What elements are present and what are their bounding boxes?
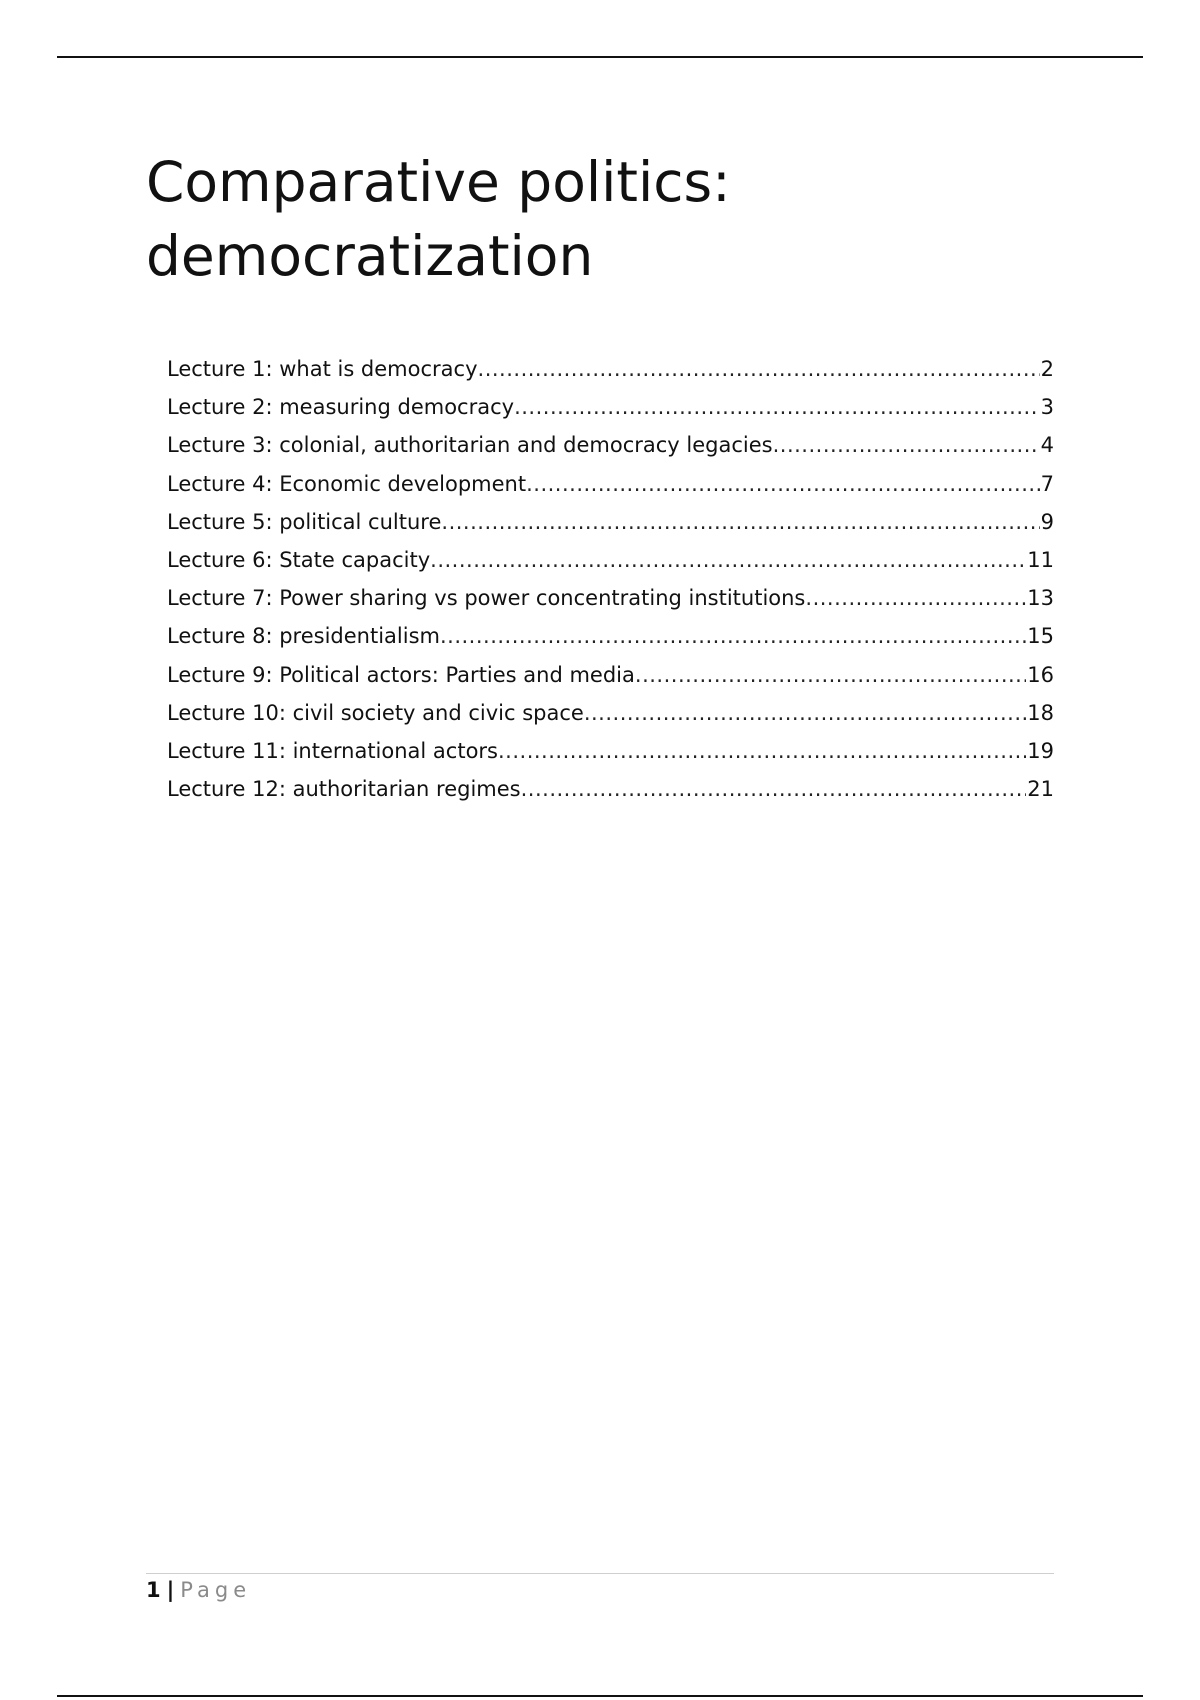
toc-entry-page: 18 <box>1027 700 1054 725</box>
toc-entry-label: Lecture 11: international actors <box>167 738 498 763</box>
toc-dot-leader <box>521 777 1027 801</box>
table-of-contents <box>167 357 1054 815</box>
toc-entry-label: Lecture 4: Economic development <box>167 471 527 496</box>
toc-entry-lecture-3[interactable] <box>167 433 1054 471</box>
title-line-1: Comparative politics: <box>146 150 731 214</box>
toc-dot-leader <box>441 510 1039 534</box>
toc-entry-label: Lecture 9: Political actors: Parties and media <box>167 662 635 687</box>
toc-entry-lecture-10[interactable] <box>167 701 1054 739</box>
toc-entry-page: 21 <box>1027 777 1054 802</box>
toc-dot-leader <box>584 701 1026 725</box>
toc-entry-lecture-9[interactable] <box>167 663 1054 701</box>
toc-entry-page: 2 <box>1040 357 1054 381</box>
toc-dot-leader <box>805 586 1026 610</box>
toc-dot-leader <box>635 663 1026 687</box>
toc-entry-page: 13 <box>1027 586 1054 611</box>
toc-entry-page: 15 <box>1027 624 1054 649</box>
toc-dot-leader <box>526 472 1040 496</box>
bottom-border-line <box>57 1695 1143 1697</box>
toc-entry-page: 4 <box>1040 433 1054 458</box>
footer-page-word: Page <box>180 1578 252 1602</box>
toc-entry-lecture-2[interactable] <box>167 395 1054 433</box>
toc-entry-page: 3 <box>1040 395 1054 420</box>
toc-dot-leader <box>498 739 1026 763</box>
top-border-line <box>57 56 1143 58</box>
toc-entry-lecture-4[interactable] <box>167 472 1054 510</box>
footer-divider <box>146 1573 1054 1574</box>
toc-entry-label: Lecture 12: authoritarian regimes <box>167 777 521 802</box>
toc-dot-leader <box>773 433 1040 457</box>
toc-dot-leader <box>440 624 1026 648</box>
toc-entry-page: 9 <box>1040 509 1054 534</box>
toc-entry-label: Lecture 5: political culture <box>167 509 442 534</box>
toc-dot-leader <box>478 357 1040 381</box>
toc-entry-page: 7 <box>1040 471 1054 496</box>
toc-entry-label: Lecture 2: measuring democracy <box>167 395 515 420</box>
toc-entry-label: Lecture 3: colonial, authoritarian and democracy legacies <box>167 433 773 458</box>
document-title <box>146 145 1046 293</box>
toc-entry-lecture-6[interactable] <box>167 548 1054 586</box>
toc-entry-lecture-11[interactable] <box>167 739 1054 777</box>
toc-entry-page: 11 <box>1027 547 1054 572</box>
toc-entry-label: Lecture 7: Power sharing vs power concentrating institutions <box>167 586 806 611</box>
footer-page-number: 1 <box>146 1578 161 1602</box>
toc-entry-page: 19 <box>1027 738 1054 763</box>
toc-entry-label: Lecture 1: what is democracy <box>167 357 478 381</box>
toc-dot-leader <box>514 395 1040 419</box>
title-line-2: democratization <box>146 224 594 288</box>
toc-entry-lecture-1[interactable] <box>167 357 1054 395</box>
toc-dot-leader <box>430 548 1026 572</box>
toc-entry-page: 16 <box>1027 662 1054 687</box>
page-footer <box>146 1576 251 1604</box>
toc-entry-label: Lecture 6: State capacity <box>167 547 431 572</box>
toc-entry-label: Lecture 10: civil society and civic space <box>167 700 584 725</box>
toc-entry-lecture-12[interactable] <box>167 777 1054 815</box>
toc-entry-lecture-5[interactable] <box>167 510 1054 548</box>
toc-entry-lecture-7[interactable] <box>167 586 1054 624</box>
toc-entry-label: Lecture 8: presidentialism <box>167 624 440 649</box>
toc-entry-lecture-8[interactable] <box>167 624 1054 662</box>
footer-separator: | <box>166 1578 175 1602</box>
